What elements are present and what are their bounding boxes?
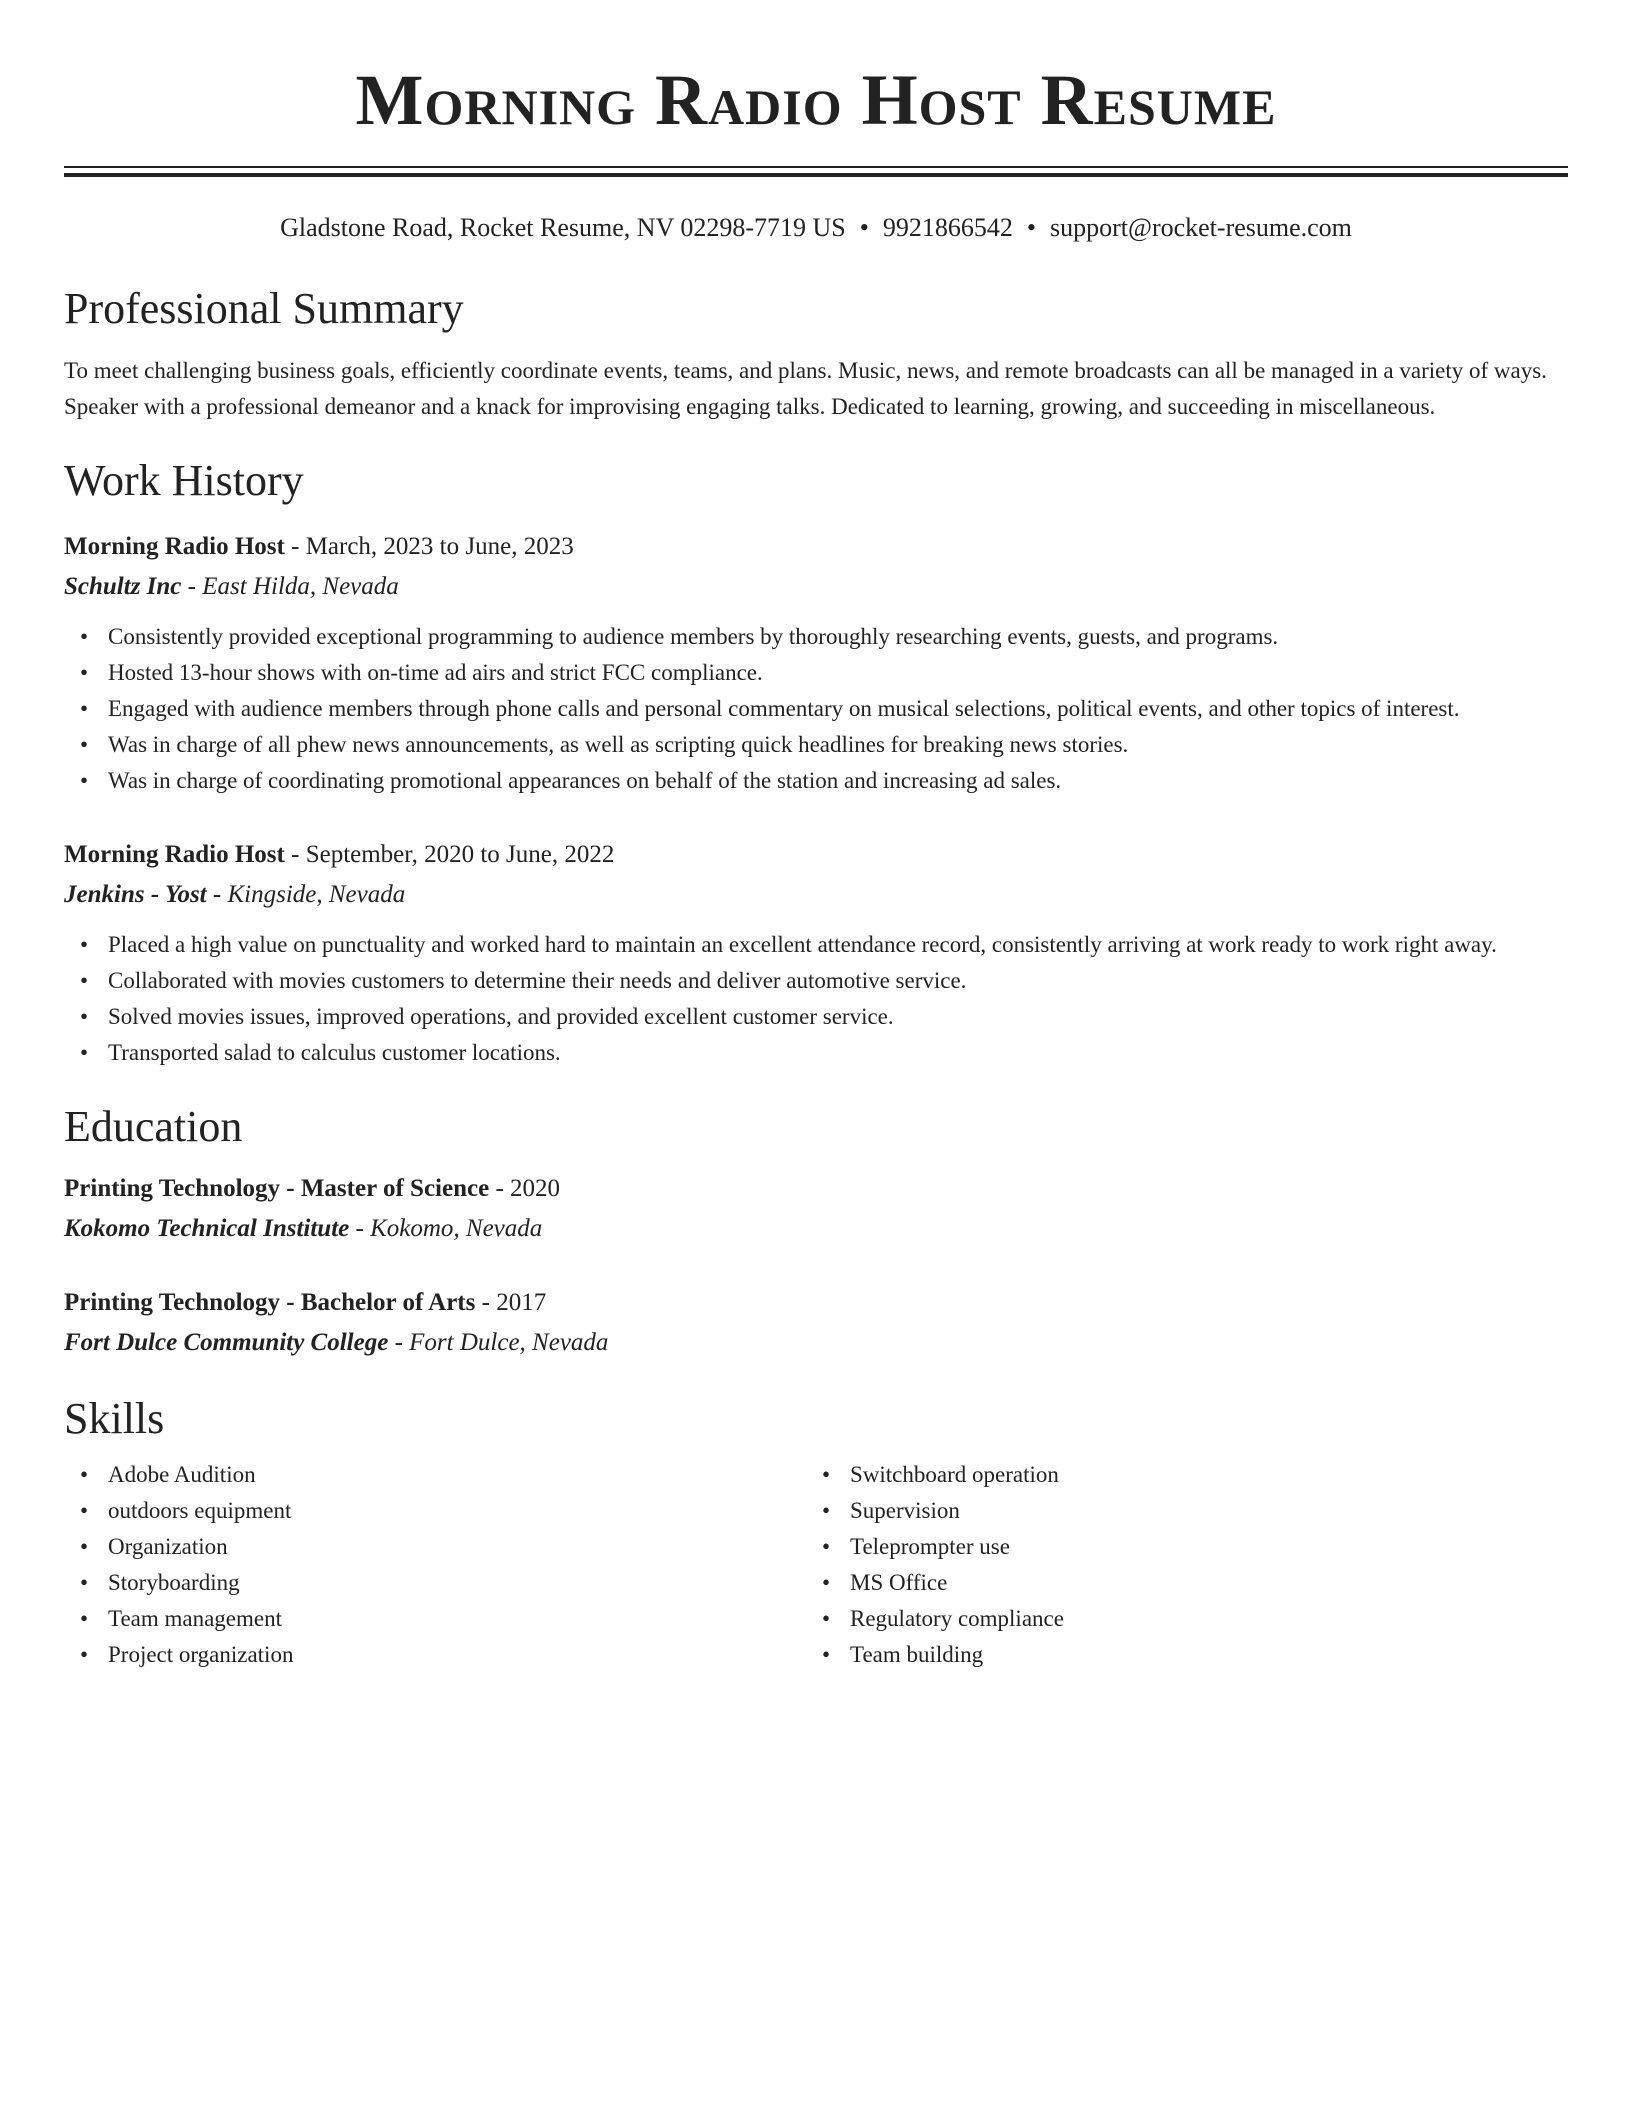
bullet-text: Consistently provided exceptional programming to audience members by thoroughly researching events, guests, and programs. [108,624,1279,649]
bullet-text: Solved movies issues, improved operations, and provided excellent customer service. [108,1004,894,1029]
skill-text: outdoors equipment [108,1498,292,1523]
bullet-icon: • [80,1498,89,1523]
summary-text: To meet challenging business goals, efficiently coordinate events, teams, and plans. Music, news, and remote broadcasts can all be managed in a variety of ways. Speaker with a professional demeanor and a knack for improvising engaging talks. Dedicated to learning, growing, and succeeding in miscellaneous. [64,358,1547,419]
job-bullet-list [64,927,1568,1071]
bullet-text: Was in charge of all phew news announcements, as well as scripting quick headlines for breaking news stories. [108,732,1129,757]
list-item [80,691,1568,727]
contact-address: Gladstone Road, Rocket Resume, NV 02298-7719 US [280,213,846,242]
degree-line [64,1283,1568,1323]
work-history-heading: Work History [64,456,304,505]
list-item [80,727,1568,763]
list-item [80,963,1568,999]
dash: - [291,841,300,868]
job-title-line [64,527,1568,567]
dash: - [187,573,196,600]
school-line [64,1323,1568,1363]
dash: - [495,1175,504,1202]
skill-item [822,1457,1548,1493]
bullet-text: Hosted 13-hour shows with on-time ad airs and strict FCC compliance. [108,660,763,685]
bullet-icon: • [80,1004,89,1029]
skills-heading: Skills [64,1394,165,1443]
degree: Printing Technology - Master of Science [64,1175,490,1202]
school-name: Fort Dulce Community College [64,1329,389,1356]
degree-year: 2017 [496,1289,547,1316]
list-item [80,927,1568,963]
bullet-icon: • [80,1462,89,1487]
bullet-icon: • [80,1570,89,1595]
skill-text: Teleprompter use [850,1534,1010,1559]
dash: - [355,1215,364,1242]
job-dates: March, 2023 to June, 2023 [305,533,574,560]
bullet-icon: • [80,768,89,793]
degree-year: 2020 [510,1175,561,1202]
skill-text: Organization [108,1534,228,1559]
job-entry [64,835,1568,1071]
list-item [80,763,1568,799]
dash: - [394,1329,403,1356]
skill-text: Project organization [108,1642,294,1667]
job-title: Morning Radio Host [64,533,285,560]
bullet-icon: • [80,732,89,757]
job-entry [64,527,1568,799]
contact-separator: • [1026,213,1036,242]
skill-text: MS Office [850,1570,948,1595]
job-company-line [64,567,1568,607]
education-entry [64,1283,1568,1363]
school-name: Kokomo Technical Institute [64,1215,350,1242]
list-item [80,1035,1568,1071]
education-heading: Education [64,1102,243,1151]
skill-text: Team building [850,1642,984,1667]
degree: Printing Technology - Bachelor of Arts [64,1289,476,1316]
list-item [80,655,1568,691]
list-item [80,619,1568,655]
bullet-icon: • [822,1606,831,1631]
job-dates: September, 2020 to June, 2022 [305,841,615,868]
degree-line [64,1169,1568,1209]
school-line [64,1209,1568,1249]
skill-item [80,1529,806,1565]
dash: - [481,1289,490,1316]
skills-grid [64,1457,1568,1673]
contact-line [64,211,1568,245]
skill-item [822,1493,1548,1529]
job-company: Schultz Inc [64,573,182,600]
bullet-icon: • [80,1642,89,1667]
bullet-text: Transported salad to calculus customer locations. [108,1040,561,1065]
bullet-icon: • [822,1534,831,1559]
skills-list [806,1457,1548,1673]
bullet-icon: • [80,1606,89,1631]
bullet-icon: • [822,1498,831,1523]
school-location: Fort Dulce, Nevada [409,1329,609,1356]
skills-column-left [64,1457,806,1673]
skill-item [80,1493,806,1529]
job-bullet-list [64,619,1568,799]
bullet-icon: • [822,1642,831,1667]
job-company-line [64,875,1568,915]
bullet-text: Placed a high value on punctuality and worked hard to maintain an excellent attendance record, consistently arriving at work ready to work right away. [108,932,1497,957]
skill-text: Regulatory compliance [850,1606,1064,1631]
skills-list [64,1457,806,1673]
bullet-icon: • [80,968,89,993]
bullet-icon: • [80,932,89,957]
dash: - [291,533,300,560]
skill-item [80,1565,806,1601]
resume-title: Morning Radio Host Resume [355,60,1277,140]
skill-item [822,1565,1548,1601]
job-title: Morning Radio Host [64,841,285,868]
bullet-icon: • [80,1534,89,1559]
contact-phone[interactable]: 9921866542 [882,213,1013,242]
bullet-icon: • [822,1462,831,1487]
bullet-icon: • [80,660,89,685]
skill-item [80,1637,806,1673]
education-entry [64,1169,1568,1249]
skill-text: Supervision [850,1498,960,1523]
bullet-text: Collaborated with movies customers to determine their needs and deliver automotive service. [108,968,967,993]
skill-item [822,1637,1548,1673]
skills-column-right [806,1457,1548,1673]
bullet-icon: • [80,696,89,721]
bullet-icon: • [80,624,89,649]
job-location: East Hilda, Nevada [202,573,399,600]
list-item [80,999,1568,1035]
skill-item [80,1601,806,1637]
title-divider [64,166,1568,177]
job-title-line [64,835,1568,875]
job-location: Kingside, Nevada [227,881,406,908]
skill-text: Adobe Audition [108,1462,256,1487]
skill-text: Storyboarding [108,1570,240,1595]
summary-heading: Professional Summary [64,284,464,333]
contact-separator: • [859,213,869,242]
skill-item [822,1601,1548,1637]
bullet-text: Was in charge of coordinating promotional appearances on behalf of the station and increasing ad sales. [108,768,1062,793]
bullet-icon: • [80,1040,89,1065]
skill-text: Switchboard operation [850,1462,1059,1487]
skill-item [822,1529,1548,1565]
skill-item [80,1457,806,1493]
school-location: Kokomo, Nevada [370,1215,543,1242]
contact-email[interactable]: support@rocket-resume.com [1050,213,1352,242]
bullet-icon: • [822,1570,831,1595]
job-company: Jenkins - Yost [64,881,207,908]
bullet-text: Engaged with audience members through phone calls and personal commentary on musical selections, political events, and other topics of interest. [108,696,1460,721]
skill-text: Team management [108,1606,283,1631]
dash: - [212,881,222,908]
